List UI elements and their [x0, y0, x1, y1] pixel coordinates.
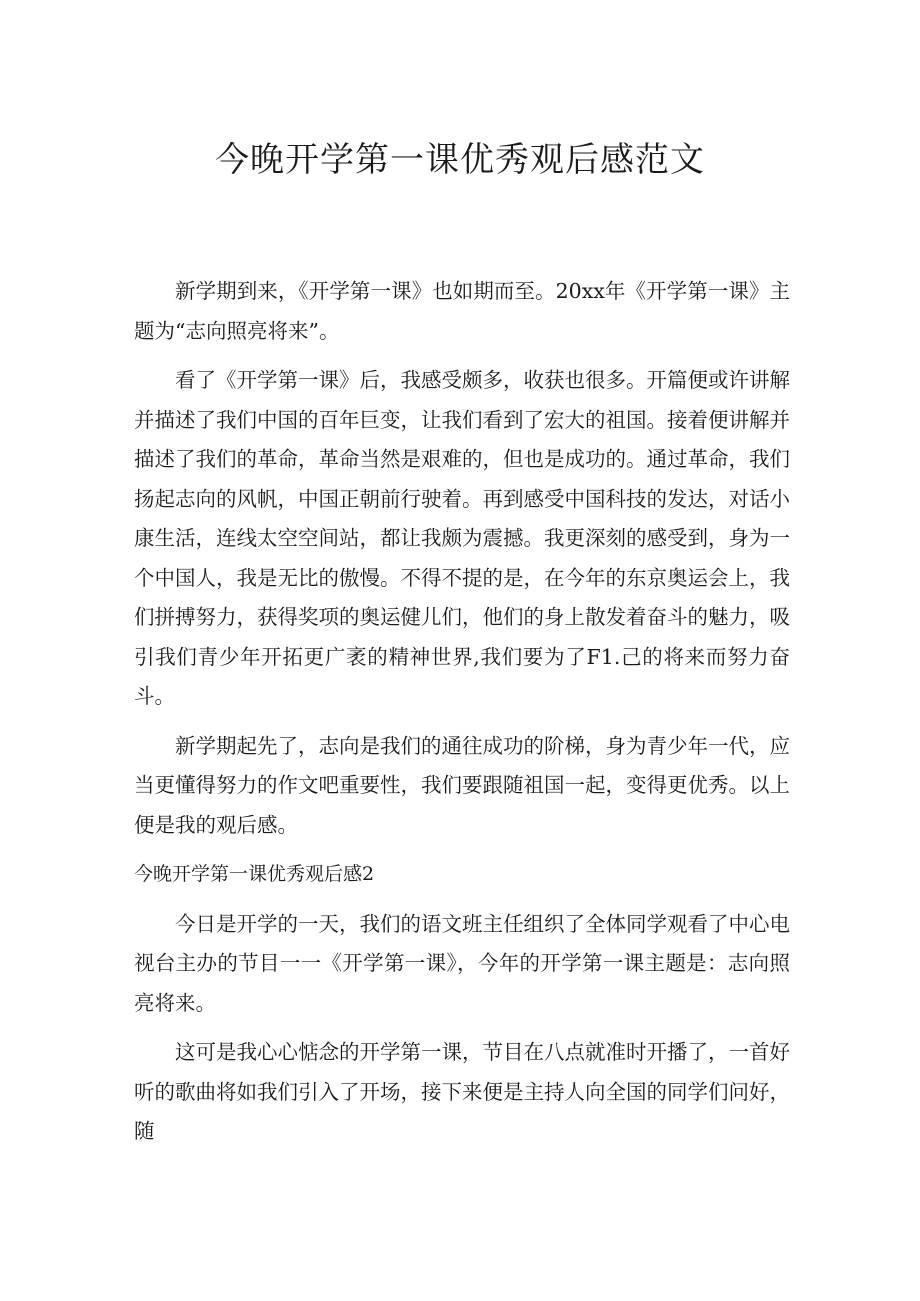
section-heading: 今晚开学第一课优秀观后感2: [134, 863, 375, 885]
page-title: 今晚开学第一课优秀观后感范文: [215, 140, 705, 180]
paragraph: 这可是我心心惦念的开学第一课，节目在八点就准时开播了，一首好听的歌曲将如我们引入了开场，接下来便是主持人向全国的同学们问好，随: [134, 1040, 790, 1143]
paragraph: 看了《开学第一课》后，我感受颇多，收获也很多。开篇便或许讲解并描述了我们中国的百年巨变，让我们看到了宏大的祖国。接着便讲解并描述了我们的革命，革命当然是艰难的，但也是成功的。通过革命，我们扬起志向的风帆，中国正朝前行驶着。再到感受中国科技的发达，对话小康生活，连线太空空间站，都让我颇为震撼。我更深刻的感受到，身为一个中国人，我是无比的傲慢。不得不提的是，在今年的东京奥运会上，我们拼搏努力，获得奖项的奥运健儿们，他们的身上散发着奋斗的魅力，吸引我们青少年开拓更广袤的精神世界,我们要为了F1.己的将来而努力奋斗。: [134, 368, 790, 708]
paragraph: 新学期起先了，志向是我们的通往成功的阶梯，身为青少年一代，应当更懂得努力的作文吧重要性，我们要跟随祖国一起，变得更优秀。以上便是我的观后感。: [134, 733, 790, 837]
paragraph: 今日是开学的一天，我们的语文班主任组织了全体同学观看了中心电视台主办的节目一一《开学第一课》，今年的开学第一课主题是：志向照亮将来。: [134, 911, 790, 1015]
paragraph: 新学期到来，《开学第一课》也如期而至。20xx年《开学第一课》主题为“志向照亮将来”。: [134, 279, 790, 343]
document-body: [134, 272, 790, 1162]
